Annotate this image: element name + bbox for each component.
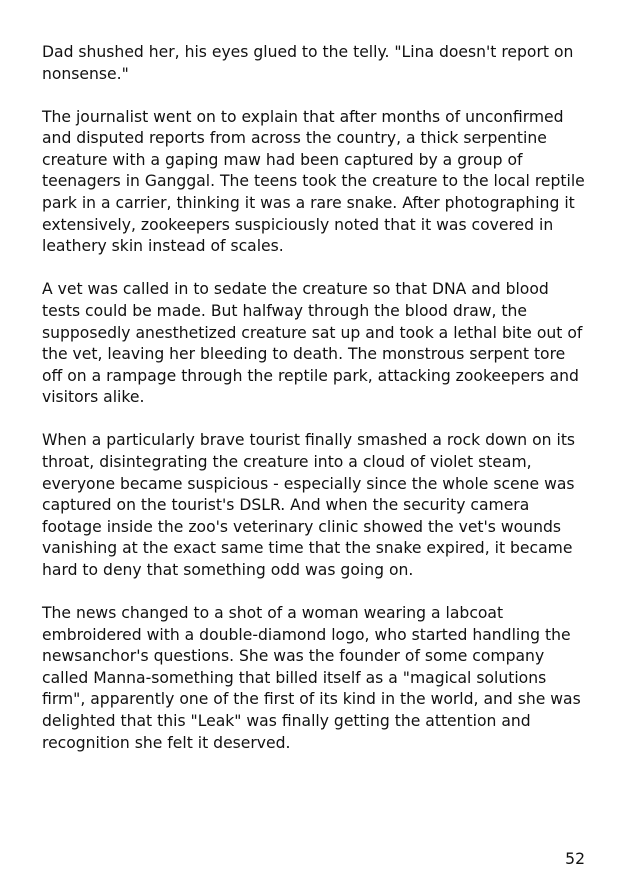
paragraph-2: The journalist went on to explain that after months of unconfirmed and disputed reports from across the country, a thick serpentine creature with a gaping maw had been captured by a group of teenagers in Ganggal. The teens took the creature to the local reptile park in a carrier, thinking it was a rare snake. After photographing it extensively, zookeepers suspiciously noted that it was covered in leathery skin instead of scales. <box>42 107 585 256</box>
paragraph-4: When a particularly brave tourist finally smashed a rock down on its throat, disintegrating the creature into a cloud of violet steam, everyone became suspicious - especially since the whole scene was captured on the tourist's DSLR. And when the security camera footage inside the zoo's veterinary clinic showed the vet's wounds vanishing at the exact same time that the snake expired, it became hard to deny that something odd was going on. <box>42 431 576 579</box>
page-number: 52 <box>565 850 585 868</box>
page-body <box>42 42 590 776</box>
paragraph-3: A vet was called in to sedate the creature so that DNA and blood tests could be made. But halfway through the blood draw, the supposedly anesthetized creature sat up and took a lethal bite out of the vet, leaving her bleeding to death. The monstrous serpent tore off on a rampage through the reptile park, attacking zookeepers and visitors alike. <box>42 280 583 407</box>
paragraph-1: Dad shushed her, his eyes glued to the telly. "Lina doesn't report on nonsense." <box>42 43 574 83</box>
paragraph-5: The news changed to a shot of a woman wearing a labcoat embroidered with a double-diamond logo, who started handling the newsanchor's questions. She was the founder of some company called Manna-something that billed itself as a "magical solutions firm", apparently one of the first of its kind in the world, and she was delighted that this "Leak" was finally getting the attention and recognition she felt it deserved. <box>42 604 581 752</box>
